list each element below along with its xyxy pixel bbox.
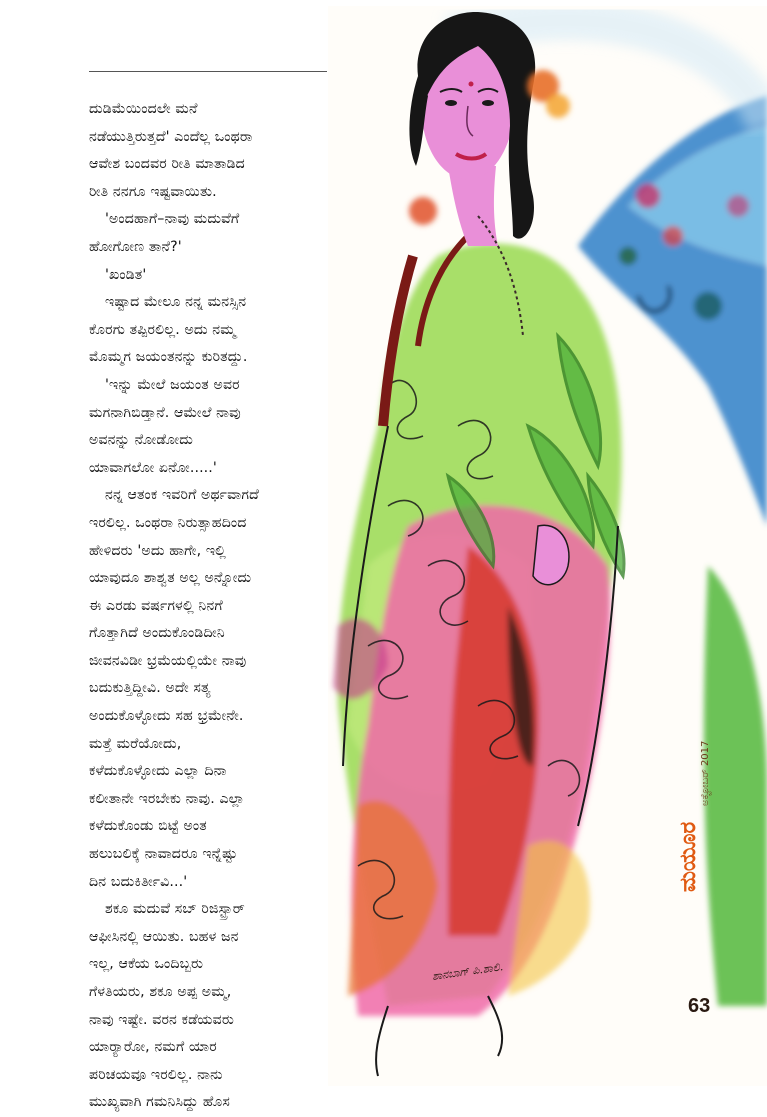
article-text-column [89, 96, 339, 1117]
artist-signature: ಶಾನಬಾಗ್ ಪಿ.ಶಾಲಿ. [431, 960, 504, 983]
page-number: 63 [688, 995, 711, 1017]
article-line: ಮುಖ್ಯವಾಗಿ ಗಮನಿಸಿದ್ದು ಹೊಸ [89, 1094, 231, 1111]
article-line: ಇರಲಿಲ್ಲ. ಒಂಥರಾ ನಿರುತ್ಸಾಹದಿಂದ [89, 514, 247, 531]
article-line: ಮೊಮ್ಮಗ ಜಯಂತನನ್ನು ಕುರಿತದ್ದು. [89, 349, 248, 366]
article-line: ಗೊತ್ತಾಗಿದೆ ಅಂದುಕೊಂಡಿದೀನಿ [89, 625, 225, 642]
article-line: ಪರಿಚಯವೂ ಇರಲಿಲ್ಲ. ನಾನು [89, 1066, 223, 1083]
article-line: ಮಗನಾಗಿಬಿಡ್ತಾನೆ. ಆಮೇಲೆ ನಾವು [89, 404, 241, 421]
article-line: ಗೆಳತಿಯರು, ಶಕೂ ಅಪ್ಪ ಅಮ್ಮ, [89, 984, 232, 1000]
article-line: ಈ ಎರಡು ವರ್ಷಗಳಲ್ಲಿ ನಿನಗೆ [89, 597, 223, 614]
article-line: ಶಕೂ ಮದುವೆ ಸಬ್ ರಿಜಿಸ್ಟ್ರಾರ್ [105, 901, 245, 918]
article-line: ಕಳೆದುಕೊಳ್ಳೋದು ಎಲ್ಲಾ ದಿನಾ [89, 763, 227, 780]
article-line: ಯಾರ್‍ಯಾರೋ, ನಮಗೆ ಯಾರ [89, 1039, 217, 1056]
article-line: 'ಅಂದಹಾಗೆ–ನಾವು ಮದುವೆಗೆ [105, 211, 240, 228]
article-line: 'ಖಂಡಿತ' [105, 266, 147, 283]
article-line: ಕಲೀತಾನೇ ಇರಬೇಕು ನಾವು. ಎಲ್ಲಾ [89, 790, 245, 807]
article-line: ಇಷ್ಟಾದ ಮೇಲೂ ನನ್ನ ಮನಸ್ಸಿನ [105, 294, 247, 311]
article-line: ನಾವು ಇಷ್ಟೇ. ವರನ ಕಡೆಯವರು [89, 1011, 235, 1028]
article-line: ಬದುಕುತ್ತಿದ್ದೀವಿ. ಅದೇ ಸತ್ಯ [89, 680, 211, 697]
article-line: ಅಂದುಕೊಳ್ಳೋದು ಸಹ ಭ್ರಮೇನೇ. [89, 708, 244, 725]
article-line: ನನ್ನ ಆತಂಕ ಇವರಿಗೆ ಅರ್ಥವಾಗದೆ [105, 487, 259, 504]
article-line: ಆವೇಶ ಬಂದವರ ರೀತಿ ಮಾತಾಡಿದ [89, 156, 245, 173]
article-line: ಯಾವುದೂ ಶಾಶ್ವತ ಅಲ್ಲ ಅನ್ನೋದು [89, 570, 252, 587]
article-line: ರೀತಿ ನನಗೂ ಇಷ್ಟವಾಯಿತು. [89, 183, 217, 200]
issue-date: ಅಕ್ಟೋಬರ್ 2017 [700, 740, 711, 806]
sari-woman-illustration [328, 6, 767, 1086]
article-line: ಹಲುಬಲಿಕ್ಕೆ ನಾವಾದರೂ ಇನ್ನೆಷ್ಟು [89, 846, 238, 863]
article-line: ಜೀವನವಿಡೀ ಭ್ರಮೆಯಲ್ಲಿಯೇ ನಾವು [89, 652, 247, 669]
magazine-name: ಮಯೂರ [676, 821, 701, 892]
article-line: ಕೊರಗು ತಪ್ಪಿರಲಿಲ್ಲ. ಅದು ನಮ್ಮ [89, 321, 236, 338]
article-line: ನಡೆಯುತ್ತಿರುತ್ತದೆ' ಎಂದೆಲ್ಲ ಒಂಥರಾ [89, 128, 253, 145]
article-line: ಆಫೀಸಿನಲ್ಲಿ ಆಯಿತು. ಬಹಳ ಜನ [89, 928, 239, 945]
article-line: ಇಲ್ಲ, ಆಕೆಯ ಒಂದಿಬ್ಬರು [89, 956, 204, 973]
article-line: ದಿನ ಬದುಕಿರ್ತೀವಿ...' [89, 873, 188, 890]
article-line: 'ಇನ್ನು ಮೇಲೆ ಜಯಂತ ಅವರ [105, 376, 240, 393]
article-line: ಮತ್ತೆ ಮರೆಯೋದು, [89, 735, 182, 752]
article-line: ದುಡಿಮೆಯಿಂದಲೇ ಮನೆ [89, 101, 198, 117]
article-line: ಹೇಳಿದರು 'ಅದು ಹಾಗೇ, ಇಲ್ಲಿ [89, 542, 226, 559]
column-top-rule [89, 71, 327, 72]
article-line: ಹೋಗೋಣ ತಾನೆ?' [89, 238, 182, 255]
article-line: ಯಾವಾಗಲೋ ಏನೋ.....' [89, 459, 217, 476]
article-line: ಕಳೆದುಕೊಂಡು ಬಿಟ್ಟೆ ಅಂತ [89, 818, 207, 835]
article-line: ಅವನನ್ನು ನೋಡೋದು [89, 432, 193, 449]
